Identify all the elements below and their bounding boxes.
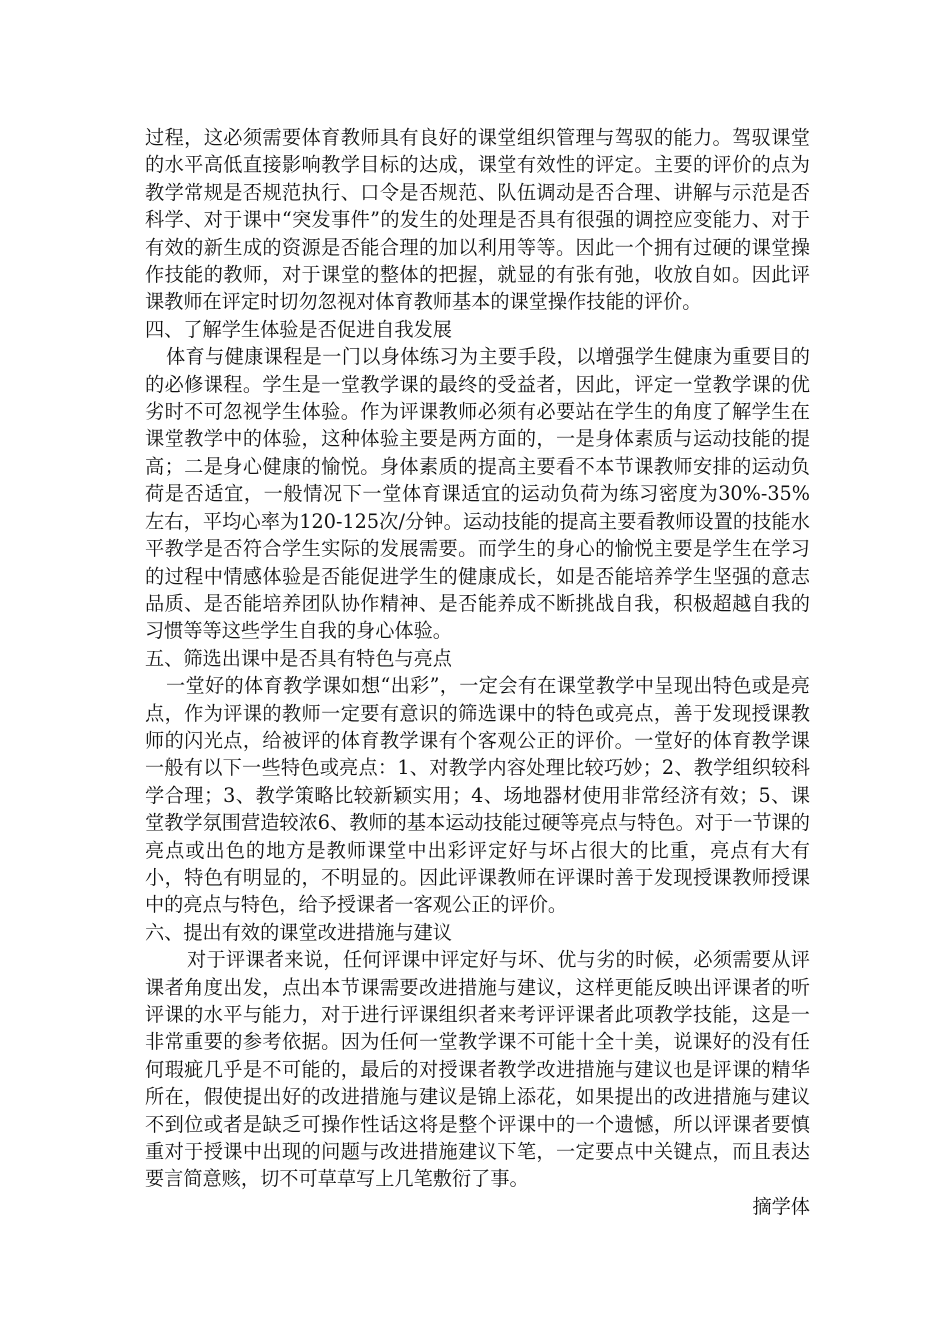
paragraph-section-6: 对于评课者来说，任何评课中评定好与坏、优与劣的时候，必须需要从评课者角度出发，点出本节课需要改进措施与建议，这样更能反映出评课者的听评课的水平与能力，对于进行评课组织者来考评评课者此项教学技能，这是一非常重要的参考依据。因为任何一堂教学课不可能十全十美，说课好的没有任何瑕疵几乎是不可能的，最后的对授课者教学改进措施与建议也是评课的精华所在，假使提出好的改进措施与建议是锦上添花，如果提出的改进措施与建议不到位或者是缺乏可操作性话这将是整个评课中的一个遗憾，所以评课者要慎重对于授课中出现的问题与改进措施建议下笔，一定要点中关键点，而且表达要言简意赅，切不可草草写上几笔敷衍了事。	[145, 948, 810, 1191]
section-heading-6: 六、提出有效的课堂改进措施与建议	[145, 920, 452, 944]
paragraph-section-4: 体育与健康课程是一门以身体练习为主要手段，以增强学生健康为重要目的的必修课程。学生是一堂教学课的最终的受益者，因此，评定一堂教学课的优劣时不可忽视学生体验。作为评课教师必须有必要站在学生的角度了解学生在课堂教学中的体验，这种体验主要是两方面的，一是身体素质与运动技能的提高；二是身心健康的愉悦。身体素质的提高主要看不本节课教师安排的运动负荷是否适宜，一般情况下一堂体育课适宜的运动负荷为练习密度为30%-35%左右，平均心率为120-125次/分钟。运动技能的提高主要看教师设置的技能水平教学是否符合学生实际的发展需要。而学生的身心的愉悦主要是学生在学习的过程中情感体验是否能促进学生的健康成长，如是否能培养学生坚强的意志品质、是否能培养团队协作精神、是否能养成不断挑战自我，积极超越自我的习惯等等这些学生自我的身心体验。	[145, 345, 810, 643]
source-signature: 摘学体	[752, 1194, 810, 1218]
paragraph-continuation: 过程，这必须需要体育教师具有良好的课堂组织管理与驾驭的能力。驾驭课堂的水平高低直接影响教学目标的达成，课堂有效性的评定。主要的评价的点为教学常规是否规范执行、口令是否规范、队伍调动是否合理、讲解与示范是否科学、对于课中“突发事件”的发生的处理是否具有很强的调控应变能力、对于有效的新生成的资源是否能合理的加以利用等等。因此一个拥有过硬的课堂操作技能的教师，对于课堂的整体的把握，就显的有张有弛，收放自如。因此评课教师在评定时切勿忽视对体育教师基本的课堂操作技能的评价。	[145, 126, 810, 314]
paragraph-section-5: 一堂好的体育教学课如想“出彩”，一定会有在课堂教学中呈现出特色或是亮点，作为评课的教师一定要有意识的筛选课中的特色或亮点，善于发现授课教师的闪光点，给被评的体育教学课有个客观公正的评价。一堂好的体育教学课一般有以下一些特色或亮点：1、对教学内容处理比较巧妙；2、教学组织较科学合理；3、教学策略比较新颖实用；4、场地器材使用非常经济有效；5、课堂教学氛围营造较浓6、教师的基本运动技能过硬等亮点与特色。对于一节课的亮点或出色的地方是教师课堂中出彩评定好与坏占很大的比重，亮点有大有小，特色有明显的，不明显的。因此评课教师在评课时善于发现授课教师授课中的亮点与特色，给予授课者一客观公正的评价。	[145, 674, 810, 917]
section-heading-4: 四、了解学生体验是否促进自我发展	[145, 317, 452, 341]
section-heading-5: 五、筛选出课中是否具有特色与亮点	[145, 646, 452, 670]
document-body	[145, 124, 810, 1220]
